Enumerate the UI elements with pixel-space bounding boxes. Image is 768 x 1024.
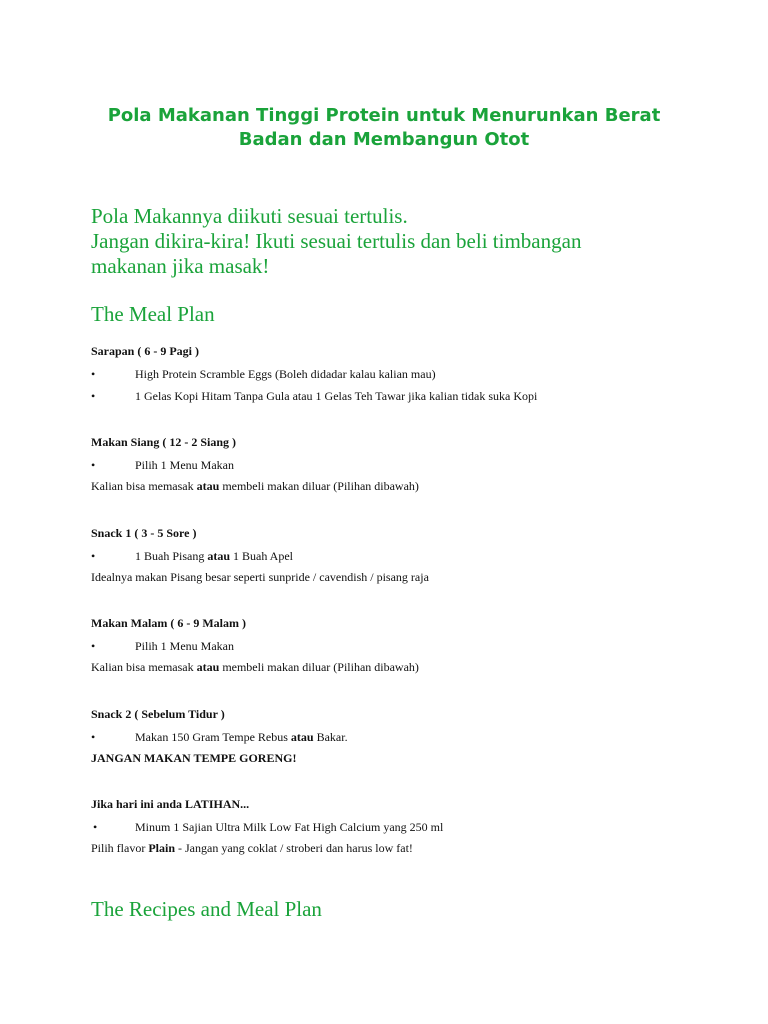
list-item-text: Minum 1 Sajian Ultra Milk Low Fat High Calcium yang 250 ml	[135, 820, 444, 834]
page-title-line-2: Badan dan Membangun Otot	[238, 129, 530, 150]
note-text: Kalian bisa memasak	[91, 660, 197, 674]
list-item	[91, 548, 731, 564]
intro-line-1: Pola Makannya diikuti sesuai tertulis.	[91, 204, 408, 228]
note-text: Kalian bisa memasak	[91, 479, 197, 493]
list-item	[91, 638, 731, 654]
bullet-icon: •	[91, 389, 96, 403]
meal-note	[91, 659, 731, 675]
bullet-icon: •	[91, 639, 96, 653]
bullet-icon: •	[93, 820, 98, 834]
note-text: membeli makan diluar (Pilihan dibawah)	[219, 660, 419, 674]
list-item-text-part: Makan 150 Gram Tempe Rebus	[135, 730, 291, 744]
note-text: membeli makan diluar (Pilihan dibawah)	[219, 479, 419, 493]
intro-line-2: Jangan dikira-kira! Ikuti sesuai tertulis dan beli timbangan	[91, 229, 582, 253]
bullet-icon: •	[91, 549, 96, 563]
list-item-text: Pilih 1 Menu Makan	[135, 458, 234, 472]
note-emphasis: atau	[196, 660, 220, 674]
list-item	[91, 388, 731, 404]
meal-heading: Snack 2 ( Sebelum Tidur )	[91, 707, 225, 721]
meal-note	[91, 840, 731, 856]
meal-plan-heading: The Meal Plan	[91, 302, 215, 326]
list-item-text	[135, 729, 348, 745]
meal-heading: Makan Malam ( 6 - 9 Malam )	[91, 616, 246, 630]
list-item	[91, 819, 731, 835]
note-emphasis: Plain	[148, 841, 175, 855]
meal-latihan	[91, 796, 731, 856]
meal-snack-1	[91, 525, 731, 585]
note-emphasis: atau	[196, 479, 220, 493]
meal-heading: Makan Siang ( 12 - 2 Siang )	[91, 435, 237, 449]
page-title-line-1: Pola Makanan Tinggi Protein untuk Menurunkan Berat	[107, 105, 661, 126]
note-text: - Jangan yang coklat / stroberi dan harus low fat!	[175, 841, 413, 855]
intro-text	[91, 204, 731, 279]
meal-note	[91, 478, 731, 494]
meal-heading: Sarapan ( 6 - 9 Pagi )	[91, 344, 199, 358]
recipes-heading: The Recipes and Meal Plan	[91, 897, 322, 921]
meal-heading: Jika hari ini anda LATIHAN...	[91, 797, 250, 811]
meal-snack-2	[91, 706, 731, 766]
list-item-text-part: 1 Buah Apel	[230, 549, 294, 563]
warning-note: JANGAN MAKAN TEMPE GORENG!	[91, 751, 297, 765]
list-item	[91, 729, 731, 745]
list-item-text: 1 Gelas Kopi Hitam Tanpa Gula atau 1 Gelas Teh Tawar jika kalian tidak suka Kopi	[135, 389, 538, 403]
page-title	[0, 104, 768, 152]
list-item-emphasis: atau	[290, 730, 314, 744]
list-item-text-part: 1 Buah Pisang	[135, 549, 208, 563]
meal-makan-malam	[91, 615, 731, 675]
note-text: Pilih flavor	[91, 841, 149, 855]
list-item	[91, 366, 731, 382]
bullet-icon: •	[91, 730, 96, 744]
meal-makan-siang	[91, 434, 731, 494]
list-item-emphasis: atau	[207, 549, 231, 563]
intro-line-3: makanan jika masak!	[91, 254, 270, 278]
meal-heading: Snack 1 ( 3 - 5 Sore )	[91, 526, 197, 540]
bullet-icon: •	[91, 367, 96, 381]
meal-note: Idealnya makan Pisang besar seperti sunpride / cavendish / pisang raja	[91, 570, 429, 584]
meal-sarapan	[91, 343, 731, 404]
list-item-text: High Protein Scramble Eggs (Boleh didadar kalau kalian mau)	[135, 367, 436, 381]
list-item-text	[135, 548, 293, 564]
list-item	[91, 457, 731, 473]
list-item-text: Pilih 1 Menu Makan	[135, 639, 234, 653]
list-item-text-part: Bakar.	[313, 730, 348, 744]
bullet-icon: •	[91, 458, 96, 472]
